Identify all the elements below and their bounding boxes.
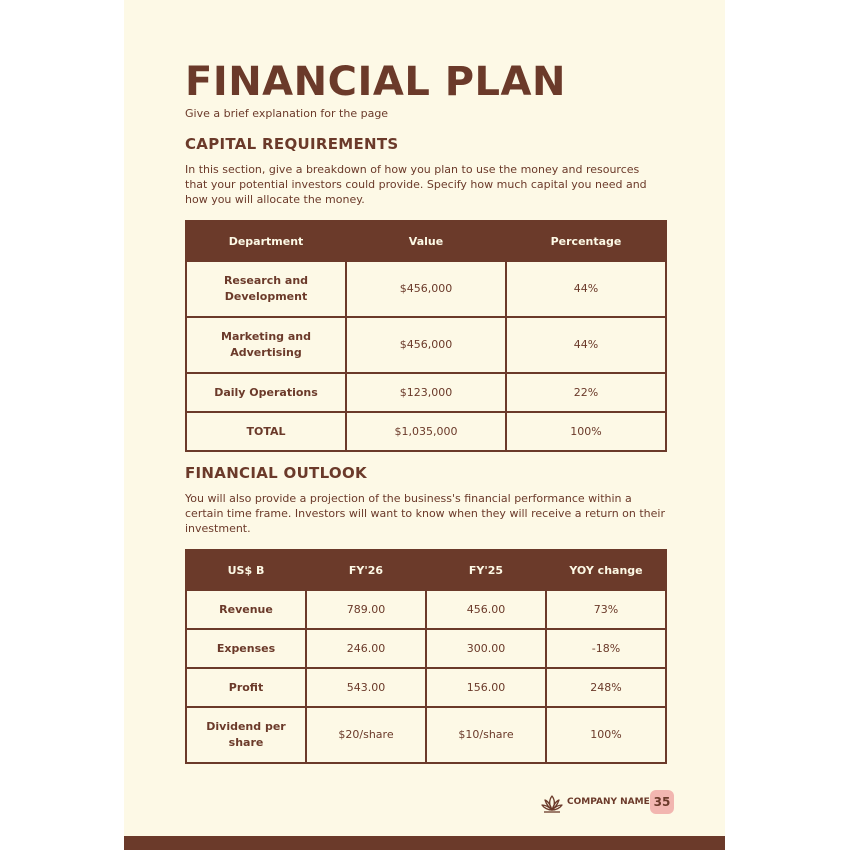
table-cell: $456,000 (346, 317, 506, 373)
table-cell: 456.00 (426, 590, 546, 629)
financial-outlook-table (185, 549, 667, 764)
column-header: FY'25 (426, 550, 546, 590)
table-cell: 248% (546, 668, 666, 707)
page-title: FINANCIAL PLAN (185, 59, 566, 105)
table-header-row (186, 550, 666, 590)
table-row (186, 629, 666, 668)
table-cell: 300.00 (426, 629, 546, 668)
table-cell: $10/share (426, 707, 546, 763)
row-label: Dividend per share (186, 707, 306, 763)
table-cell: 100% (546, 707, 666, 763)
capital-requirements-paragraph: In this section, give a breakdown of how you plan to use the money and resources that your potential investors could provide. Specify how much capital you need and how you will allocate the money. (185, 163, 647, 206)
table-row (186, 373, 666, 412)
row-label: Revenue (186, 590, 306, 629)
table-cell: 73% (546, 590, 666, 629)
document-page (124, 0, 725, 850)
table-cell: 246.00 (306, 629, 426, 668)
table-row (186, 261, 666, 317)
table-cell: 543.00 (306, 668, 426, 707)
table-row (186, 317, 666, 373)
row-label: Daily Operations (186, 373, 346, 412)
bottom-accent-bar (124, 836, 725, 850)
lotus-icon (540, 792, 564, 816)
table-cell: $1,035,000 (346, 412, 506, 451)
column-header: YOY change (546, 550, 666, 590)
row-label: Research and Development (186, 261, 346, 317)
table-cell: 44% (506, 261, 666, 317)
table-cell: 156.00 (426, 668, 546, 707)
row-label: TOTAL (186, 412, 346, 451)
row-label: Marketing and Advertising (186, 317, 346, 373)
table-cell: $123,000 (346, 373, 506, 412)
table-row (186, 590, 666, 629)
table-cell: $456,000 (346, 261, 506, 317)
capital-requirements-heading: CAPITAL REQUIREMENTS (185, 135, 399, 153)
page-number-badge: 35 (650, 790, 674, 814)
table-cell: 789.00 (306, 590, 426, 629)
financial-outlook-heading: FINANCIAL OUTLOOK (185, 464, 367, 482)
column-header: Value (346, 221, 506, 261)
row-label: Expenses (186, 629, 306, 668)
table-row (186, 412, 666, 451)
row-label: Profit (186, 668, 306, 707)
column-header: Percentage (506, 221, 666, 261)
table-cell: -18% (546, 629, 666, 668)
capital-requirements-table (185, 220, 667, 452)
column-header: US$ B (186, 550, 306, 590)
column-header: FY'26 (306, 550, 426, 590)
table-header-row (186, 221, 666, 261)
table-row (186, 707, 666, 763)
table-cell: 100% (506, 412, 666, 451)
table-cell: 44% (506, 317, 666, 373)
table-cell: $20/share (306, 707, 426, 763)
company-name: COMPANY NAME (567, 797, 650, 807)
page-subtitle: Give a brief explanation for the page (185, 107, 389, 120)
table-cell: 22% (506, 373, 666, 412)
column-header: Department (186, 221, 346, 261)
table-row (186, 668, 666, 707)
financial-outlook-paragraph: You will also provide a projection of the business's financial performance within a certain time frame. Investors will want to know when they will receive a return on their investment. (185, 492, 665, 535)
